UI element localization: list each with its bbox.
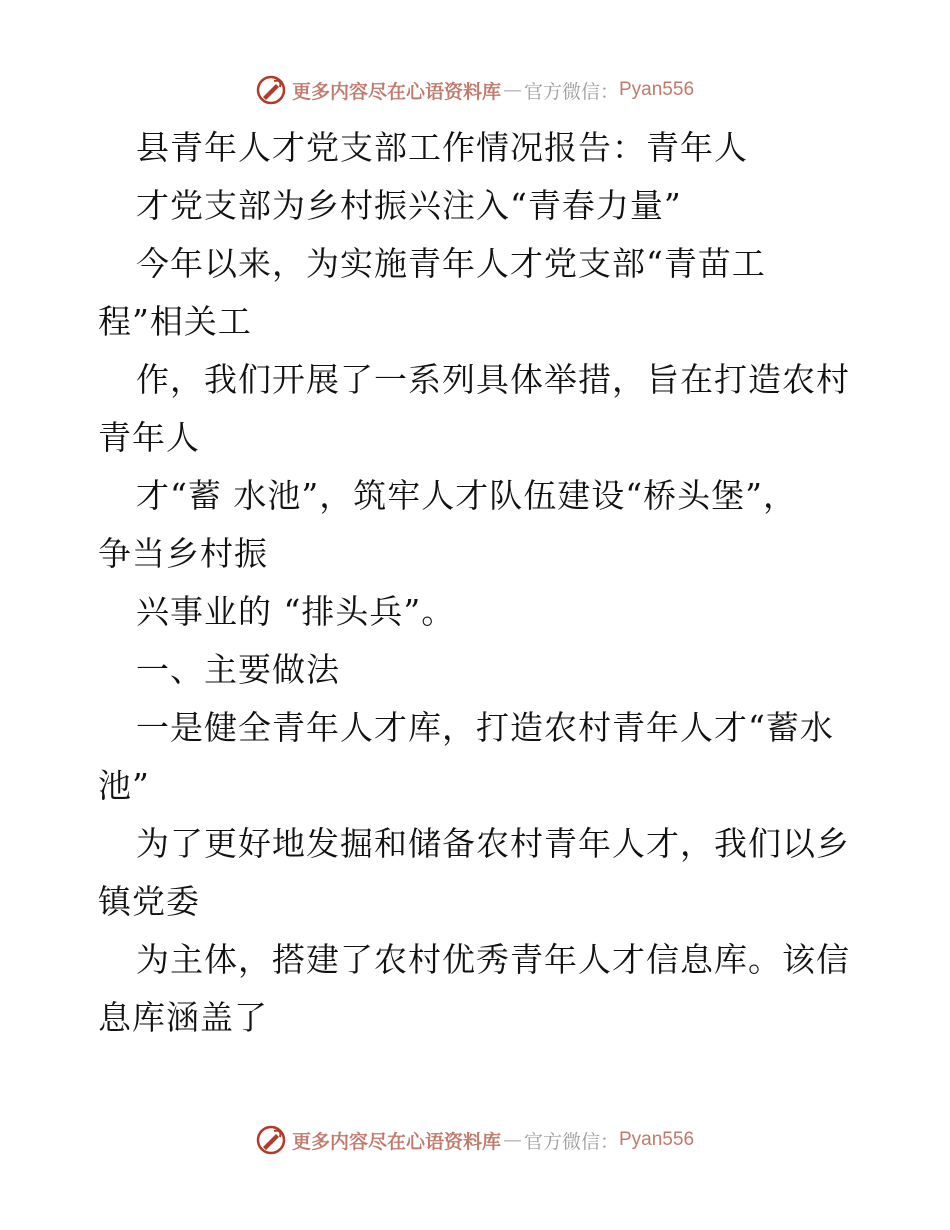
site-name-text: 更多内容尽在心语资料库: [291, 80, 501, 103]
paragraph-line: 息库涵盖了: [98, 998, 268, 1037]
paragraph-line: 今年以来，为实施青年人才党支部“青苗工: [136, 244, 766, 283]
paragraph-line: 作，我们开展了一系列具体举措，旨在打造农村: [136, 360, 850, 399]
title-line-2: 才党支部为乡村振兴注入“青春力量”: [136, 186, 682, 225]
wechat-label: 官方微信：: [523, 1130, 619, 1153]
footer-watermark-banner: [0, 1122, 950, 1158]
banner-separator: —: [502, 79, 522, 101]
quill-pen-logo-icon: [256, 75, 286, 105]
paragraph-line: 程”相关工: [98, 302, 252, 341]
wechat-label: 官方微信：: [523, 80, 619, 103]
paragraph-line: 青年人: [98, 418, 200, 457]
paragraph-line: 镇党委: [98, 882, 200, 921]
section-heading: 一、主要做法: [136, 650, 340, 689]
banner-separator: —: [502, 1129, 522, 1151]
paragraph-line: 争当乡村振: [98, 534, 268, 573]
title-line-1: 县青年人才党支部工作情况报告：青年人: [136, 128, 748, 167]
paragraph-line: 兴事业的 “排头兵”。: [136, 592, 456, 631]
header-watermark-banner: [0, 72, 950, 108]
paragraph-line: 才“蓄 水池”，筑牢人才队伍建设“桥头堡”，: [136, 476, 797, 515]
paragraph-line: 一是健全青年人才库，打造农村青年人才“蓄水: [136, 708, 834, 747]
wechat-id: Pyan556: [619, 1129, 695, 1150]
wechat-id: Pyan556: [619, 79, 695, 100]
site-name-text: 更多内容尽在心语资料库: [291, 1130, 501, 1153]
paragraph-line: 为主体，搭建了农村优秀青年人才信息库。该信: [136, 940, 850, 979]
paragraph-line: 池”: [98, 766, 150, 805]
quill-pen-logo-icon: [256, 1125, 286, 1155]
paragraph-line: 为了更好地发掘和储备农村青年人才，我们以乡: [136, 824, 850, 863]
